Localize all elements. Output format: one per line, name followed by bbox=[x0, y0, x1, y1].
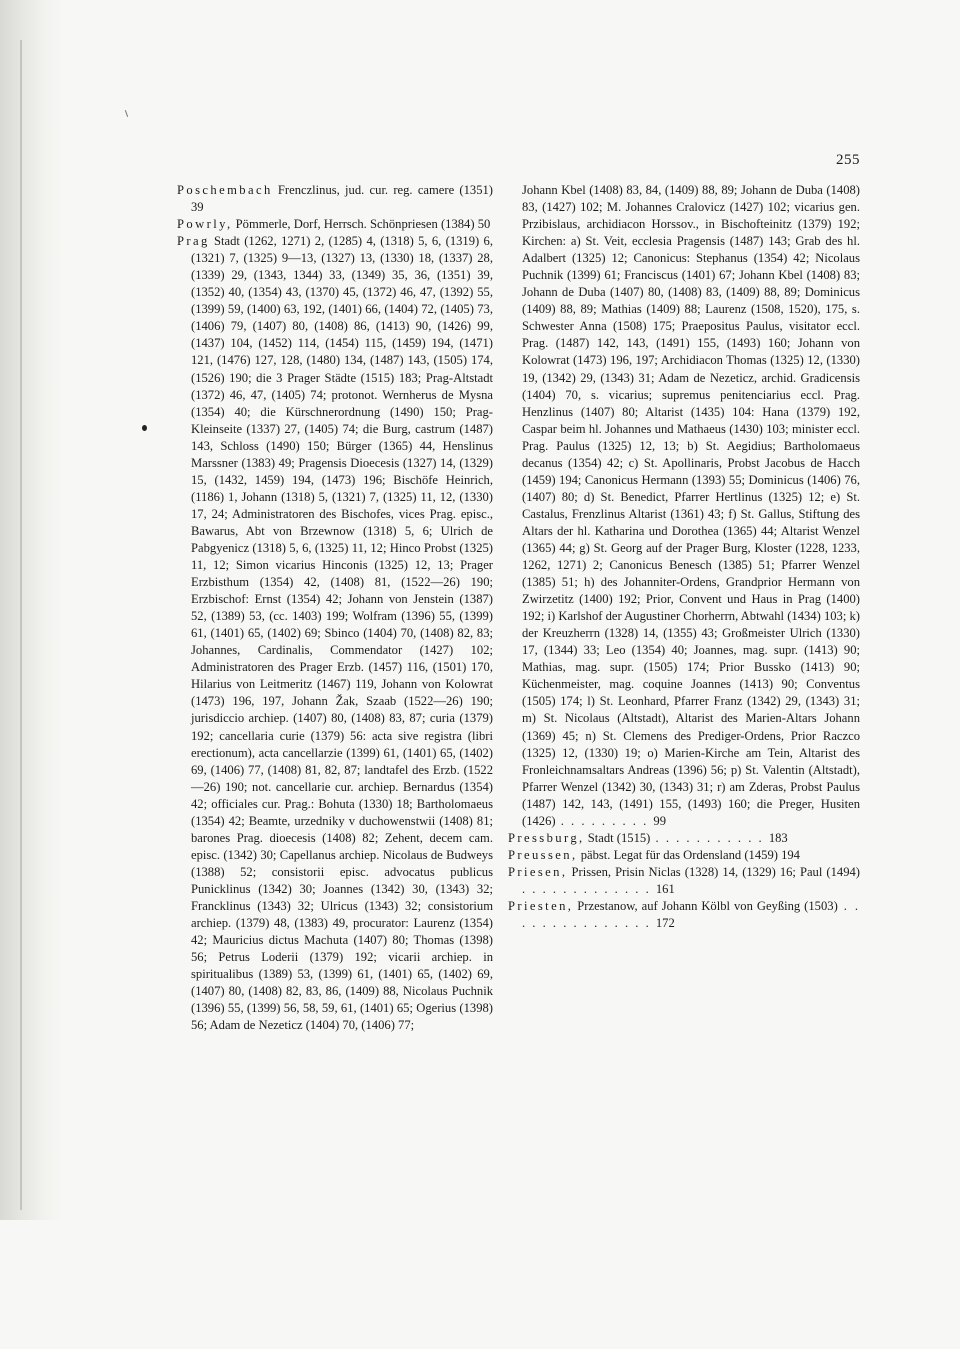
index-entry bbox=[508, 847, 860, 864]
entry-headword: Prag bbox=[177, 234, 210, 249]
page-reference: 99 bbox=[653, 813, 666, 828]
scan-edge-shadow bbox=[0, 0, 64, 1220]
index-entry bbox=[177, 182, 493, 216]
entry-headword: Poschembach bbox=[177, 183, 273, 197]
index-column-right bbox=[508, 182, 860, 932]
entry-text: Johann Kbel (1408) 83, 84, (1409) 88, 89; Johann de Duba (1408) 83, (1427) 102; M. Johannes Cralovicz (1427) 102; vicarius gen. Przibislaus, archidiacon Horssov., in Bischofteinitz (1379) 192; Kirchen: a) St. Veit, ecclesia Pragensis (1487) 143; Grab des hl. Adalbert (1325) 12; Canonicus: Stephanus (1354) 42; Nicolaus Puchnik (1399) 61; Franciscus (1401) 67; Johann Kbel (1408) 83; Johann de Duba (1407) 80, (1408) 83, (1409) 88, 89; Dominicus (1409) 88, 89; Mathias (1409) 88; Laurenz (1508, 1520), 175, s. Schwester Anna (1508) 175; Praepositus Paulus, visitator eccl. Prag. (1487) 142, 143, (1491) 155, (1493) 160; Johann von Kolowrat (1473) 196, 197; Archidiacon Thomas (1325) 12, (1330) 19, (1342) 29, (1343) 31; Adam de Nezeticz, archid. Gradicensis (1404) 70, s. vicarius; supremus penitenciarius eccl. Prag. Henzlinus (1407) 80; Altarist (1435) 104: Hana (1379) 192, Caspar beim hl. Johannes und Mathaeus (1430) 103; minister eccl. Prag. Paulus (1325) 12, 13; b) St. Aegidius; Bartholomaeus decanus (1354) 42; c) St. Apollinaris, Probst Jacobus de Hacch (1459) 194; Canonicus Hermann (1393) 55; Dominicus (1406) 76, (1407) 80; d) St. Benedict, Pfarrer Hertlinus (1325) 12; e) St. Castalus, Frenzlinus Altarist (1361) 43; f) St. Gallus, Stiftung des Altars der hl. Katharina und Dorothea (1365) 44; Altarist Wenzel (1365) 44; g) St. Georg auf der Prager Burg, Kloster (1228, 1233, 1262, 1271) 2; Canonicus Benesch (1385) 51; Pfarrer Wenzel (1385) 51; h) des Johanniter-Ordens, Grandprior Hermann von Zwirzetitz (1400) 192; Prior, Convent und Haus in Prag (1400) 192; i) Karlshof der Augustiner Chorherrn, Abtwahl (1434) 103; k) der Kreuzherrn (1328) 14, (1355) 43; Großmeister Ulrich (1330) 17, (1344) 33; Leo (1354) 40; Joannes, mag. supr. (1413) 90; Mathias, mag. supr. (1505) 174; Prior Bussko (1413) 90; Küchenmeister, mag. coquine Joannes (1413) 90; Conventus (1505) 174; l) St. Leonhard, Pfarrer Franz (1342) 29, (1343) 31; m) St. Nicolaus (Altstadt), Altarist des Marien-Altars Johann (1369) 45; n) St. Clemens des Prediger-Ordens, Prior Raczco (1325) 12, (1330) 19; o) Marien-Kirche am Tein, Altarist des Fronleichnamsaltars Andreas (1396) 56; p) St. Valentin (Altstadt), Pfarrer Wenzel (1342) 30, (1343) 31; r) am Zderas, Probst Paulus (1487) 142, 143, (1491) 155, (1493) 160; die Preger, Husiten (1426) bbox=[522, 183, 860, 828]
leader-dots: . . . . . . . . . . . . . . . bbox=[522, 898, 860, 931]
index-entry bbox=[508, 898, 860, 932]
entry-headword: Powrly, bbox=[177, 217, 233, 232]
entry-headword: Preussen, bbox=[508, 847, 578, 862]
leader-dots: . . . . . . . . . . . bbox=[650, 830, 769, 845]
entry-text: Przestanow, auf Johann Kölbl von Geyßing (1503) bbox=[577, 898, 838, 913]
entry-text: päbst. Legat für das Ordensland (1459) 194 bbox=[580, 847, 800, 862]
scan-binding-line bbox=[20, 40, 22, 1210]
page-reference: 172 bbox=[655, 916, 675, 931]
index-column-left bbox=[177, 182, 493, 1034]
entry-text: Stadt (1262, 1271) 2, (1285) 4, (1318) 5, 6, (1319) 6, (1321) 7, (1325) 9—13, (1327) 13, (1330) 18, (1337) 28, (1339) 29, (1343, 1344) 33, (1349) 35, 36, (1351) 39, (1352) 40, (1354) 43, (1370) 45, (1372) 46, 47, (1392) 55, (1399) 59, (1400) 63, 192, (1401) 66, (1404) 72, (1405) 73, (1406) 79, (1407) 80, (1408) 86, (1413) 90, (1426) 99, (1437) 104, (1452) 114, (1454) 115, (1459) 194, (1471) 121, (1476) 127, 128, (1480) 134, (1487) 143, (1505) 174, (1526) 190; die 3 Prager Städte (1515) 183; Prag-Altstadt (1372) 46, 47, (1405) 74; protonot. Wernherus de Mysna (1354) 40; die Kürschnerordnung (1490) 150; Prag-Kleinseite (1337) 27, (1405) 74; die Burg, castrum (1487) 143, Schloss (1490) 150; Bürger (1365) 44, Henslinus Marssner (1383) 49; Pragensis Dioecesis (1327) 14, (1329) 15, (1432, 1459) 194, (1473) 196; Bischöfe Heinrich, (1186) 1, Johann (1318) 5, (1321) 7, (1325) 11, 12, (1330) 17, 24; Administratoren des Bischofes, vices Prag. episc., Bawarus, Abt von Brzewnow (1318) 5, 6; Ulrich de Pabgyenicz (1318) 5, 6, (1325) 11, 12; Hinco Probst (1325) 11, 12; Simon vicarius Hinconis (1325) 12, 13; Prager Erzbisthum (1354) 42, (1408) 81, (1522—26) 190; Erzbischof: Ernst (1354) 42; Johann von Jenstein (1387) 52, (1389) 53, (cc. 1403) 199; Wolfram (1396) 55, (1399) 61, (1401) 65, (1402) 69; Sbinco (1404) 70, (1408) 82, 83; Johannes, Cardinalis, Commendator (1427) 102; Administratoren des Prager Erzb. (1457) 116, (1501) 170, Hilarius von Leitmeritz (1467) 119, Johann von Kolowrat (1473) 196, 197, Johann Žak, Szaab (1522—26) 190; jurisdiccio archiep. (1407) 80, (1408) 83, 87; curia (1379) 192; cancellaria curie (1379) 56: acta sive registra (libri erectionum), acta cancellarzie (1399) 61, (1401) 65, (1402) 69, (1406) 77, (1408) 81, 82, 87; landtafel des Erzb. (1522—26) 190; not. cancellarie cur. archiep. Bernardus (1354) 42; officiales cur. Prag.: Bohuta (1330) 18; Bartholomaeus (1354) 42; Beamte, urzedniky v duchowenstwii (1408) 81; barones Prag. dioecesis (1408) 82; Zehent, decem cam. episc. (1342) 30; Capellanus archiep. Nicolaus de Budweys (1388) 52; consistorii episc. advocatus publicus Punicklinus (1342) 30; Joannes (1342) 30, (1343) 32; Francklinus (1343) 32; Ulricus (1343) 32; consistorium archiep. (1379) 48, (1383) 49, procurator: Laurenz (1354) 42; Mauricius dictus Machuta (1407) 80; Thomas (1398) 56; Petrus Loderii (1379) 192; vicarii archiep. in spiritualibus (1389) 53, (1399) 61, (1401) 65, (1402) 69, (1407) 80, (1408) 82, 83, 86, (1409) 88, Nicolaus Puchnik (1396) 55, (1399) 56, 58, 59, 61, (1401) 65; Ogerius (1398) 56; Adam de Nezeticz (1404) 70, (1406) 77; bbox=[191, 234, 493, 1033]
entry-text: Prissen, Prisin Niclas (1328) 14, (1329) 16; Paul (1494) bbox=[571, 864, 860, 879]
page-reference: 161 bbox=[655, 881, 675, 896]
index-entry bbox=[177, 216, 493, 233]
index-entry-continuation bbox=[508, 182, 860, 830]
page-reference: 183 bbox=[768, 830, 788, 845]
entry-headword: Priesen, bbox=[508, 864, 568, 879]
entry-text: Pömmerle, Dorf, Herrsch. Schönpriesen (1384) 50 bbox=[235, 217, 491, 232]
leader-dots: . . . . . . . . . . . . . bbox=[522, 881, 656, 896]
scan-speck bbox=[125, 110, 128, 117]
scan-dot bbox=[142, 425, 147, 431]
index-entry bbox=[508, 830, 860, 847]
index-entry bbox=[177, 233, 493, 1034]
entry-headword: Priesten, bbox=[508, 898, 574, 913]
entry-text: Frenczlinus, jud. cur. reg. camere (1351) 39 bbox=[191, 183, 493, 215]
leader-dots: . . . . . . . . . bbox=[555, 813, 654, 828]
page-number: 255 bbox=[836, 152, 860, 168]
entry-text: Stadt (1515) bbox=[587, 830, 651, 845]
entry-headword: Pressburg, bbox=[508, 830, 585, 845]
index-entry bbox=[508, 864, 860, 898]
